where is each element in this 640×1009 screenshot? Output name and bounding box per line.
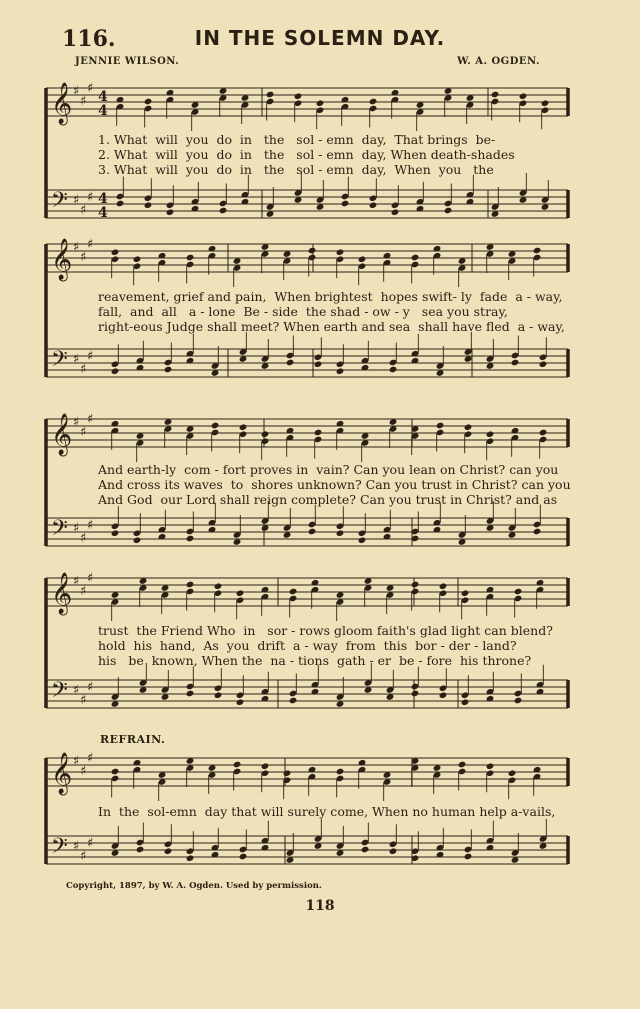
lyricist-credit: JENNIE WILSON. <box>75 56 180 67</box>
note-head <box>233 761 242 769</box>
note-head <box>439 582 448 590</box>
note-head <box>111 248 120 256</box>
note-head <box>133 536 142 544</box>
treble-clef-icon: 𝄞 <box>51 753 73 794</box>
lyric-line: And cross its waves to shores unknown? Can you trust in Christ? can you <box>98 477 571 492</box>
note-head <box>389 847 398 855</box>
note-head <box>116 200 125 208</box>
bass-clef-icon: 𝄢 <box>51 834 68 864</box>
lyric-line: 1. What will you do in the sol - emn day, That brings be- <box>98 132 496 147</box>
note-head <box>314 360 323 368</box>
note-head <box>308 528 317 536</box>
note-head <box>511 359 520 367</box>
sharp-icon: ♯ <box>73 521 80 536</box>
note-head <box>164 847 173 855</box>
sharp-icon: ♯ <box>73 352 80 367</box>
note-head <box>519 92 528 100</box>
sharp-icon: ♯ <box>80 362 87 377</box>
note-head <box>214 691 223 699</box>
lyric-line: 2. What will you do in the sol - emn day, When death-shades <box>98 147 515 162</box>
time-signature-bottom: 4 <box>98 205 108 221</box>
note-head <box>186 254 195 262</box>
note-head <box>308 247 317 255</box>
note-head <box>111 367 120 375</box>
sharp-icon: ♯ <box>73 574 80 589</box>
note-head <box>541 99 550 107</box>
note-head <box>236 698 245 706</box>
note-head <box>369 201 378 209</box>
note-head <box>111 768 120 776</box>
note-head <box>369 98 378 106</box>
note-head <box>439 691 448 699</box>
time-signature-bottom: 4 <box>98 103 108 119</box>
note-head <box>358 536 367 544</box>
note-head <box>186 535 195 543</box>
sharp-icon: ♯ <box>87 349 94 364</box>
lyric-line: reavement, grief and pain, When brightest hopes swift- ly fade a - way, <box>98 289 563 304</box>
note-head <box>286 359 295 367</box>
sharp-icon: ♯ <box>87 751 94 766</box>
time-signature-top: 4 <box>98 89 108 105</box>
note-head <box>461 698 470 706</box>
note-head <box>391 208 400 216</box>
note-head <box>361 846 370 854</box>
lyric-line: And earth-ly com - fort proves in vain? Can you lean on Christ? can you <box>98 462 559 477</box>
note-head <box>133 255 142 263</box>
note-head <box>336 768 345 776</box>
bass-clef-icon: 𝄢 <box>51 516 68 546</box>
sharp-icon: ♯ <box>80 250 87 265</box>
sharp-icon: ♯ <box>73 683 80 698</box>
sharp-icon: ♯ <box>80 849 87 864</box>
lyric-line: 3. What will you do in the sol - emn day, When you the <box>98 162 494 177</box>
note-head <box>266 91 275 99</box>
note-head <box>214 582 223 590</box>
note-head <box>539 429 548 437</box>
lyric-line: trust the Friend Who in sor - rows gloom faith's glad light can blend? <box>98 623 553 638</box>
note-head <box>336 529 345 537</box>
sharp-icon: ♯ <box>87 680 94 695</box>
note-head <box>458 761 467 769</box>
copyright-notice: Copyright, 1897, by W. A. Ogden. Used by permission. <box>66 881 322 891</box>
note-head <box>336 248 345 256</box>
sharp-icon: ♯ <box>80 531 87 546</box>
note-head <box>436 422 445 430</box>
note-head <box>239 423 248 431</box>
note-head <box>283 769 292 777</box>
treble-clef-icon: 𝄞 <box>51 414 73 455</box>
lyric-line: hold his hand, As you drift a - way from this bor - der - land? <box>98 638 517 653</box>
note-head <box>261 762 270 770</box>
note-head <box>316 99 325 107</box>
lyric-line: And God our Lord shall reign complete? Can you trust in Christ? and as <box>98 492 558 507</box>
hymn-title: IN THE SOLEMN DAY. <box>194 26 446 50</box>
sharp-icon: ♯ <box>73 754 80 769</box>
sharp-icon: ♯ <box>73 240 80 255</box>
note-head <box>186 581 195 589</box>
treble-clef-icon: 𝄞 <box>51 83 73 124</box>
sharp-icon: ♯ <box>80 203 87 218</box>
lyric-line: In the sol-emn day that will surely come, When no human help a-vails, <box>98 804 556 819</box>
note-head <box>219 207 228 215</box>
note-head <box>289 588 298 596</box>
note-head <box>336 367 345 375</box>
note-head <box>314 429 323 437</box>
note-head <box>464 853 473 861</box>
note-head <box>144 201 153 209</box>
sharp-icon: ♯ <box>87 190 94 205</box>
note-head <box>358 255 367 263</box>
note-head <box>486 430 495 438</box>
note-head <box>444 207 453 215</box>
sharp-icon: ♯ <box>80 693 87 708</box>
sharp-icon: ♯ <box>73 193 80 208</box>
sharp-icon: ♯ <box>87 81 94 96</box>
note-head <box>486 762 495 770</box>
time-signature-top: 4 <box>98 191 108 207</box>
sharp-icon: ♯ <box>80 94 87 109</box>
sharp-icon: ♯ <box>87 571 94 586</box>
hymn-number: 116. <box>62 26 116 52</box>
note-head <box>341 200 350 208</box>
sharp-icon: ♯ <box>73 84 80 99</box>
lyric-line: fall, and all a - lone Be - side the shad - ow - y sea you stray, <box>98 304 508 319</box>
note-head <box>261 430 270 438</box>
note-head <box>289 697 298 705</box>
sharp-icon: ♯ <box>80 425 87 440</box>
lyric-line: right-eous Judge shall meet? When earth and sea shall have fled a - way, <box>98 319 565 334</box>
note-head <box>211 422 220 430</box>
sharp-icon: ♯ <box>87 518 94 533</box>
note-head <box>411 254 420 262</box>
note-head <box>239 853 248 861</box>
note-head <box>136 846 145 854</box>
sharp-icon: ♯ <box>87 412 94 427</box>
note-head <box>166 208 175 216</box>
note-head <box>491 91 500 99</box>
note-head <box>144 98 153 106</box>
note-head <box>514 697 523 705</box>
sharp-icon: ♯ <box>87 237 94 252</box>
bass-clef-icon: 𝄢 <box>51 188 68 218</box>
note-head <box>186 690 195 698</box>
note-head <box>186 854 195 862</box>
note-head <box>533 247 542 255</box>
note-head <box>514 588 523 596</box>
refrain-label: REFRAIN. <box>100 733 166 746</box>
note-head <box>533 528 542 536</box>
note-head <box>164 366 173 374</box>
sharp-icon: ♯ <box>87 836 94 851</box>
note-head <box>236 589 245 597</box>
page-number: 118 <box>305 898 335 914</box>
sharp-icon: ♯ <box>80 584 87 599</box>
treble-clef-icon: 𝄞 <box>51 573 73 614</box>
note-head <box>411 690 420 698</box>
note-head <box>294 92 303 100</box>
treble-clef-icon: 𝄞 <box>51 239 73 280</box>
bass-clef-icon: 𝄢 <box>51 678 68 708</box>
note-head <box>461 589 470 597</box>
note-head <box>411 581 420 589</box>
sharp-icon: ♯ <box>73 839 80 854</box>
composer-credit: W. A. OGDEN. <box>457 56 540 67</box>
note-head <box>539 360 548 368</box>
note-head <box>111 529 120 537</box>
bass-clef-icon: 𝄢 <box>51 347 68 377</box>
lyric-line: his be known, When the na - tions gath - er be - fore his throne? <box>98 653 532 668</box>
note-head <box>508 769 517 777</box>
sharp-icon: ♯ <box>80 764 87 779</box>
note-head <box>389 366 398 374</box>
note-head <box>464 423 473 431</box>
sharp-icon: ♯ <box>73 415 80 430</box>
